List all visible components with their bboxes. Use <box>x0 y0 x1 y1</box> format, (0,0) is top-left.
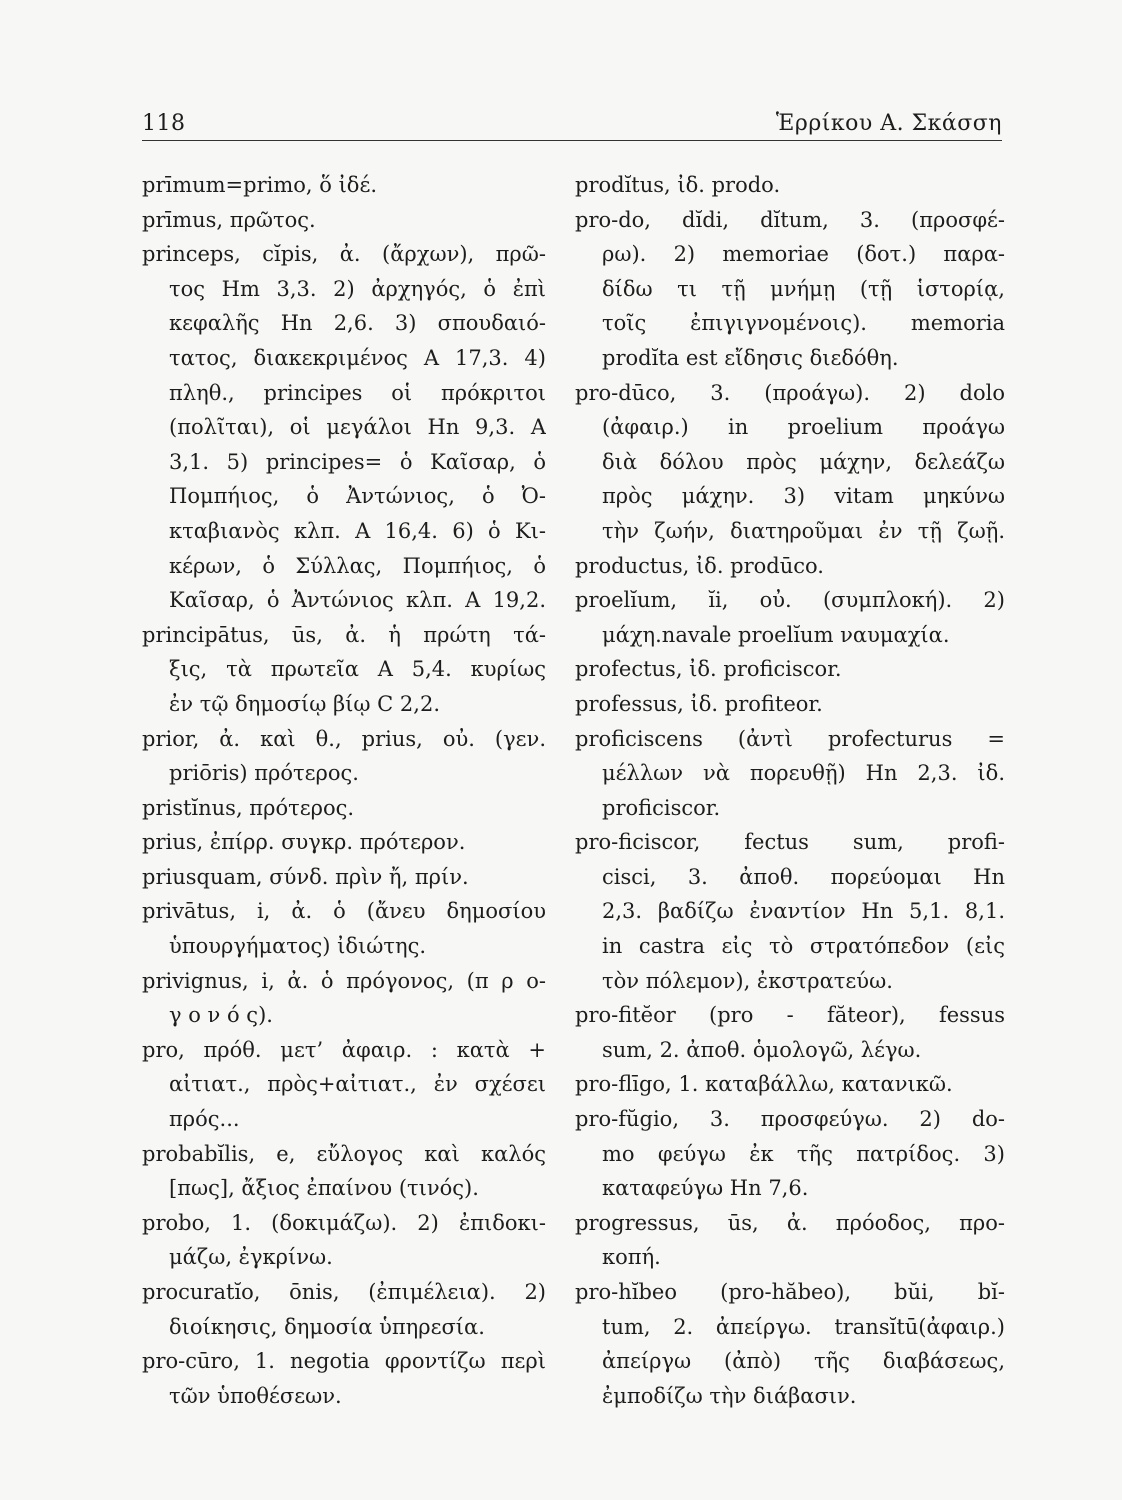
dictionary-line: principātus, ūs, ἀ. ἡ πρώτη τά- <box>142 622 546 647</box>
dictionary-line: μέλλων νὰ πορευθῇ) Hn 2,3. ἰδ. <box>602 761 1005 786</box>
dictionary-line: τατος, διακεκριμένος A 17,3. 4) <box>169 345 546 370</box>
dictionary-line: in castra εἰς τὸ στρατόπεδον (εἰς <box>602 934 1005 959</box>
dictionary-line: τὸν πόλεμον), ἐκστρατεύω. <box>602 968 893 993</box>
header-rule <box>142 140 1002 141</box>
dictionary-line: probo, 1. (δοκιμάζω). 2) ἐπιδοκι- <box>142 1210 546 1235</box>
dictionary-line: ρω). 2) memoriae (δοτ.) παρα- <box>602 242 1005 267</box>
dictionary-line: productus, ἰδ. prodūco. <box>575 553 824 578</box>
dictionary-line: pro-fitĕor (pro - fătеor), fessus <box>575 1003 1005 1028</box>
left-column <box>142 168 546 1413</box>
dictionary-line: (πολῖται), οἱ μεγάλοι Hn 9,3. A <box>169 415 546 440</box>
dictionary-line: privātus, i, ἀ. ὁ (ἄνευ δημοσίου <box>142 899 546 924</box>
dictionary-line: [πως], ἄξιος ἐπαίνου (τινός). <box>169 1176 479 1201</box>
dictionary-line: prior, ἀ. καὶ θ., prius, οὐ. (γεν. <box>142 726 546 751</box>
dictionary-line: κεφαλῆς Hn 2,6. 3) σπουδαιό- <box>169 311 546 336</box>
dictionary-line: proficiscens (ἀντὶ profecturus = <box>575 726 1005 751</box>
dictionary-line: profectus, ἰδ. proficiscor. <box>575 657 842 682</box>
dictionary-line: τοῖς ἐπιγιγνομένοις). memoria <box>602 311 1005 336</box>
dictionary-line: ἐμποδίζω τὴν διάβασιν. <box>602 1383 857 1408</box>
dictionary-line: pro, πρόθ. μετ’ ἀφαιρ. : κατὰ + <box>142 1037 546 1062</box>
dictionary-line: 2,3. βαδίζω ἐναντίον Hn 5,1. 8,1. <box>602 899 1005 924</box>
dictionary-line: progressus, ūs, ἀ. πρόοδος, προ- <box>575 1210 1005 1235</box>
dictionary-line: pro-do, dĭdi, dĭtum, 3. (προσφέ- <box>575 207 1005 232</box>
dictionary-line: μάχη.navale proelĭum ναυμαχία. <box>602 622 950 647</box>
dictionary-line: proficiscor. <box>602 795 721 820</box>
dictionary-line: κοπή. <box>602 1245 661 1270</box>
dictionary-line: καταφεύγω Hn 7,6. <box>602 1176 809 1201</box>
dictionary-line: priusquam, σύνδ. πρὶν ἤ, πρίν. <box>142 864 469 889</box>
dictionary-line: δίδω τι τῇ μνήμῃ (τῇ ἱστορίᾳ, <box>602 276 1005 301</box>
dictionary-line: prīmum=primo, ὅ ἰδέ. <box>142 173 377 197</box>
dictionary-line: πρός... <box>169 1107 240 1132</box>
dictionary-line: διοίκησις, δημοσία ὑπηρεσία. <box>169 1314 485 1339</box>
dictionary-line: cisci, 3. ἀποθ. πορεύομαι Hn <box>602 864 1005 889</box>
dictionary-line: πρὸς μάχην. 3) vitam μηκύνω <box>602 484 1005 509</box>
dictionary-line: pristĭnus, πρότερος. <box>142 795 355 820</box>
dictionary-line: privignus, i, ἀ. ὁ πρόγονος, (π ρ ο- <box>142 968 546 993</box>
dictionary-line: μάζω, ἐγκρίνω. <box>169 1245 333 1270</box>
page-number: 118 <box>142 111 186 136</box>
dictionary-line: διὰ δόλου πρὸς μάχην, δελεάζω <box>602 449 1005 474</box>
dictionary-line: professus, ἰδ. profiteor. <box>575 691 823 716</box>
dictionary-line: Πομπήιος, ὁ Ἀντώνιος, ὁ Ὀ- <box>169 484 546 509</box>
dictionary-line: princeps, cĭpis, ἀ. (ἄρχων), πρῶ- <box>142 242 546 267</box>
dictionary-line: prodĭta est εἴδησις διεδόθη. <box>602 345 899 370</box>
dictionary-line: αἰτιατ., πρὸς+αἰτιατ., ἐν σχέσει <box>169 1072 546 1097</box>
dictionary-line: τῶν ὑποθέσεων. <box>169 1383 342 1408</box>
dictionary-line: pro-fŭgio, 3. προσφεύγω. 2) do- <box>575 1107 1005 1132</box>
dictionary-line: Καῖσαρ, ὁ Ἀντώνιος κλπ. A 19,2. <box>169 588 546 613</box>
dictionary-line: pro-cūro, 1. negotia φροντίζω περὶ <box>142 1349 546 1374</box>
dictionary-line: κέρων, ὁ Σύλλας, Πομπήιος, ὁ <box>169 553 546 578</box>
dictionary-line: 3,1. 5) principes= ὁ Καῖσαρ, ὁ <box>169 449 546 474</box>
dictionary-line: γ ο ν ό ς). <box>169 1003 273 1028</box>
dictionary-line: πληθ., principes οἱ πρόκριτοι <box>169 380 546 405</box>
dictionary-line: procuratĭo, ōnis, (ἐπιμέλεια). 2) <box>142 1280 546 1304</box>
dictionary-line: (ἀφαιρ.) in proelium προάγω <box>602 415 1005 440</box>
dictionary-line: prodĭtus, ἰδ. prodo. <box>575 173 781 197</box>
dictionary-line: pro-ficiscor, fectus sum, profi- <box>575 830 1005 855</box>
dictionary-line: τὴν ζωήν, διατηροῦμαι ἐν τῇ ζωῇ. <box>602 518 1005 543</box>
dictionary-line: mo φεύγω ἐκ τῆς πατρίδος. 3) <box>602 1141 1005 1166</box>
dictionary-line: prīmus, πρῶτος. <box>142 207 316 232</box>
dictionary-line: pro-flīgo, 1. καταβάλλω, κατανικῶ. <box>575 1072 953 1097</box>
dictionary-line: τος Hm 3,3. 2) ἀρχηγός, ὁ ἐπὶ <box>169 276 546 301</box>
dictionary-line: probabĭlis, e, εὔλογος καὶ καλός <box>142 1141 546 1166</box>
dictionary-line: ὑπουργήματος) ἰδιώτης. <box>169 934 427 959</box>
dictionary-line: ἀπείργω (ἀπὸ) τῆς διαβάσεως, <box>602 1349 1005 1374</box>
dictionary-line: tum, 2. ἀπείργω. transĭtū(ἀφαιρ.) <box>602 1314 1005 1339</box>
dictionary-line: ξις, τὰ πρωτεῖα A 5,4. κυρίως <box>169 657 546 682</box>
dictionary-line: priōris) πρότερος. <box>169 761 359 786</box>
running-title: Ἑρρίκου Α. Σκάσση <box>775 111 1002 136</box>
page-header <box>142 102 1002 136</box>
dictionary-line: prius, ἐπίρρ. συγκρ. πρότερον. <box>142 830 466 855</box>
dictionary-line: proelĭum, ĭi, οὐ. (συμπλοκή). 2) <box>575 588 1005 613</box>
right-column <box>575 168 1005 1413</box>
dictionary-line: sum, 2. ἀποθ. ὁμολογῶ, λέγω. <box>602 1037 922 1062</box>
dictionary-line: ἐν τῷ δημοσίῳ βίῳ C 2,2. <box>169 691 441 716</box>
dictionary-line: pro-dūco, 3. (προάγω). 2) dolo <box>575 380 1005 405</box>
dictionary-line: pro-hĭbeo (pro-hăbeo), bŭi, bĭ- <box>575 1280 1005 1304</box>
dictionary-line: κταβιανὸς κλπ. A 16,4. 6) ὁ Κι- <box>169 518 546 543</box>
